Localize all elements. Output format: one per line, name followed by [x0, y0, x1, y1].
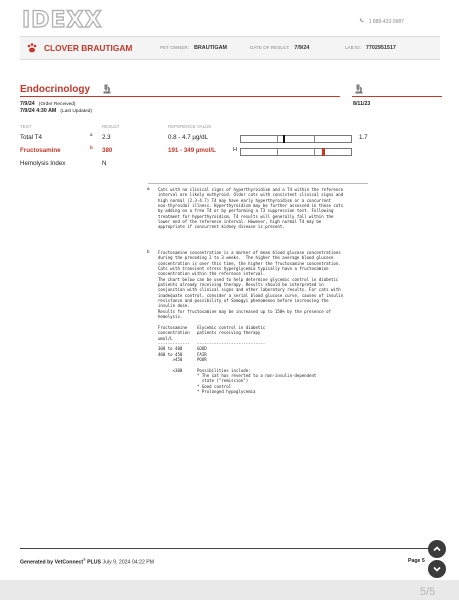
footnote-b-text: Fructosamine concentration is a marker of mean blood glucose concentrations during the preceding 2 to 3 weeks. The higher the average blood glucose concentration is over this time, the higher the fructosamine concentration. Cats with transient stress hyperglycemia typically have a fructosamine concentration within the reference interval. The chart below can be used to help determine glycemic control in diabetic patients already receiving therapy. Results should be interpreted in conjunction with clinical signs and other laboratory results. For cats with inadequate control, consider a serial blood glucose curve, causes of insulin resistance and possibility of Somogyi phenomenon before increasing the insulin dose. Results for fructosamine may be increased up to 150% by the presence of hemolysis. Fructosamine Glycemic control in diabetic concentration patients receiving therapy umol/L ------------- ---------------------------- 300 to 400 GOOD 400 to 450 FAIR >450 POOR <300 Possibilities include: * The cat has reverted to a non-insulin-dependent state ("remission") * Good control * Prolonged hypoglycemia	[158, 250, 344, 394]
order-received	[20, 101, 76, 107]
paw-icon	[26, 42, 38, 54]
date-of-result-label: DATE OF RESULT:	[250, 45, 290, 50]
section-title: Endocrinology	[20, 84, 90, 95]
page-up-button[interactable]	[428, 540, 446, 558]
test-name: Hemolysis Index	[20, 160, 66, 167]
footnote-a-marker: a	[147, 186, 150, 191]
pet-owner	[160, 45, 227, 51]
result-row-hemolysis-index	[20, 160, 440, 170]
test-result: 2.3	[102, 134, 111, 141]
lab-id-value: 7702951517	[365, 45, 396, 51]
column-header-reference: REFERENCE VALUE	[168, 124, 212, 129]
footer-timestamp: July 9, 2024 04:22 PM	[102, 559, 155, 566]
footnote-a-text: Cats with no clinical signs of hyperthyroidism and a T4 within the reference interval are likely euthyroid. Older cats with consistent clinical signs and high normal (2.3-4.7) T4 may have early hyperthyroidism or a concurrent non-thyroidal illness. Hyperthyroidism may be further assessed in these cats by adding on a free T4 or by performing a T3 suppression test. Following treatment for hyperthyroidism, T4 results will generally fall within the lower end of the reference interval. However, high normal T4 may be appropriate if concurrent kidney disease is present.	[158, 187, 344, 230]
pet-owner-value: BRAUTIGAM	[194, 45, 227, 51]
result-marker	[283, 135, 285, 143]
footnote-marker: b	[90, 145, 93, 150]
footer-generated-prefix: Generated by VetConnect	[20, 559, 84, 566]
patient-bar	[20, 36, 440, 60]
test-result: N	[102, 160, 107, 167]
reference-value: 191 - 349 µmol/L	[168, 147, 216, 154]
previous-result: 1.7	[359, 134, 368, 141]
column-header-result: RESULT	[102, 124, 120, 129]
last-updated-label: (Last Updated)	[60, 109, 93, 114]
page-down-button[interactable]	[428, 560, 446, 578]
lab-id-label: LAB ID:	[345, 45, 361, 50]
result-marker	[322, 148, 325, 156]
page-counter: 5/5	[420, 586, 436, 598]
high-flag: H	[233, 147, 237, 153]
microscope-icon	[101, 84, 112, 94]
notes-divider	[148, 183, 368, 184]
order-received-label: (Order Received)	[38, 102, 76, 107]
patient-name: CLOVER BRAUTIGAM	[44, 43, 133, 53]
test-result: 380	[102, 147, 113, 154]
phone-number	[359, 18, 404, 25]
phone-icon	[359, 18, 364, 23]
registered-mark: ®	[83, 558, 86, 562]
previous-result-date: 8/11/23	[353, 101, 371, 107]
order-received-date: 7/9/24	[20, 101, 35, 107]
phone-text: 1 888-433-9987	[368, 19, 404, 25]
lab-id	[345, 45, 396, 51]
footer-plus: PLUS	[85, 559, 102, 566]
chevron-down-icon	[432, 564, 442, 574]
column-header-test: TEST	[20, 124, 32, 129]
section-divider	[20, 96, 340, 97]
last-updated	[20, 108, 92, 114]
reference-value: 0.8 - 4.7 µg/dL	[168, 134, 209, 141]
test-name: Total T4	[20, 134, 42, 141]
footer-generated	[20, 558, 154, 566]
range-bar	[240, 135, 352, 143]
idexx-logo: IDEXX	[22, 8, 103, 33]
footnote-b-marker: b	[147, 249, 150, 254]
result-row-total-t4	[20, 134, 440, 144]
range-bar	[240, 148, 352, 156]
last-updated-date: 7/9/24 4:30 AM	[20, 108, 57, 114]
date-of-result	[250, 45, 309, 51]
chevron-up-icon	[432, 544, 442, 554]
date-of-result-value: 7/9/24	[294, 45, 310, 51]
result-row-fructosamine	[20, 147, 440, 157]
microscope-icon	[353, 84, 364, 94]
page-number: Page 5	[408, 558, 425, 564]
section-divider-previous	[352, 96, 442, 97]
pet-owner-label: PET OWNER:	[160, 45, 190, 50]
test-name: Fructosamine	[20, 147, 61, 154]
footer-divider	[20, 548, 440, 549]
footnote-marker: a	[90, 132, 93, 137]
